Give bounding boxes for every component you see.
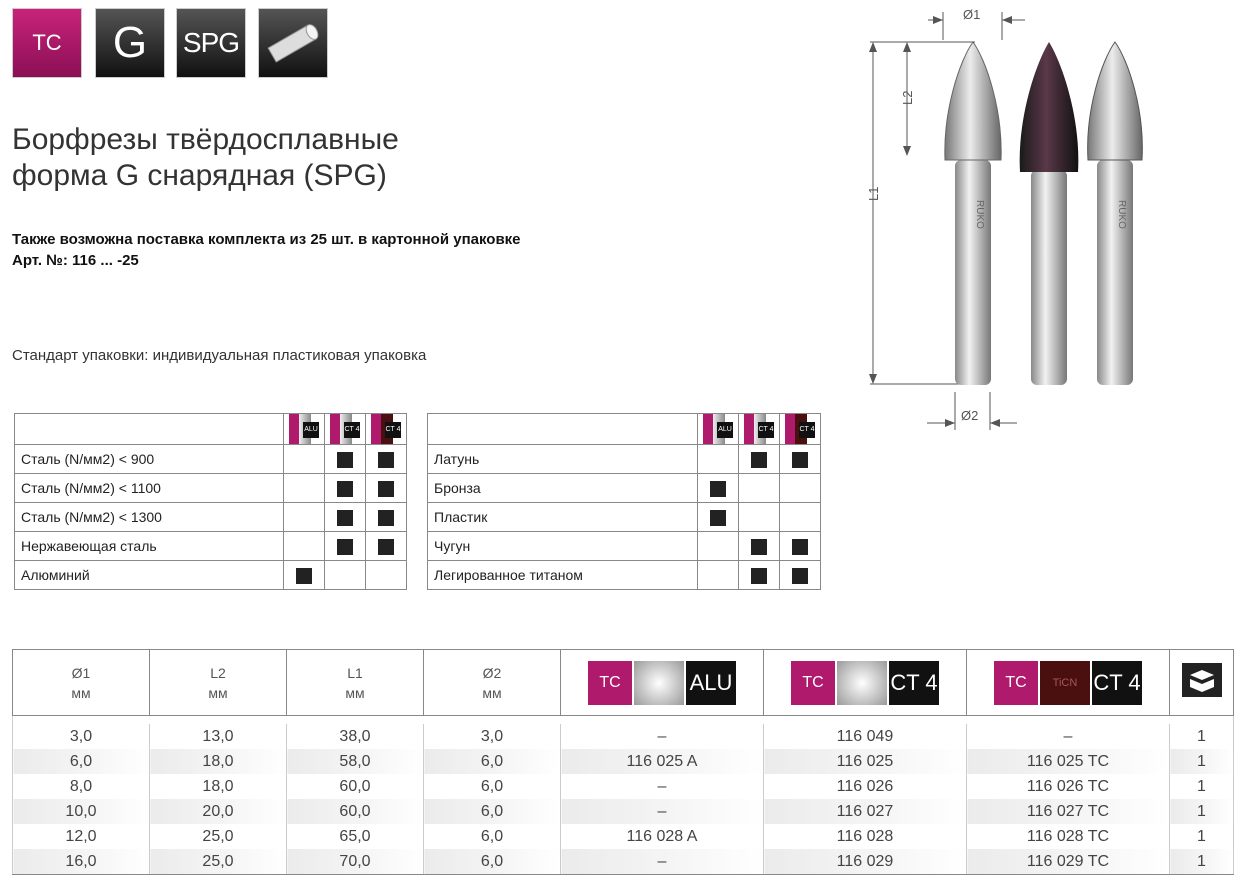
table-cell: 116 026	[764, 774, 967, 799]
material-name: Чугун	[428, 532, 698, 561]
table-cell: 116 029 TC	[967, 849, 1170, 875]
table-row	[13, 824, 1234, 849]
alu-coating-icon: ALU	[703, 414, 733, 444]
shape-g-badge: G	[95, 8, 165, 78]
ticn-coating-icon: CT 4	[371, 414, 401, 444]
table-cell: 1	[1170, 724, 1234, 749]
material-row	[15, 474, 407, 503]
table-cell: 116 028 A	[561, 824, 764, 849]
material-name: Бронза	[428, 474, 698, 503]
title-line-1: Борфрезы твёрдосплавные	[12, 123, 399, 156]
materials-header	[15, 414, 407, 445]
material-name: Пластик	[428, 503, 698, 532]
table-cell: 1	[1170, 799, 1234, 824]
material-row	[428, 474, 821, 503]
suitable-mark	[751, 452, 767, 468]
material-name: Сталь (N/мм2) < 1300	[15, 503, 284, 532]
table-cell: 25,0	[150, 849, 287, 875]
table-cell: 18,0	[150, 774, 287, 799]
set-note-line-1: Также возможна поставка комплекта из 25 шт. в картонной упаковке	[12, 231, 521, 248]
l1-label: L1	[866, 186, 881, 201]
material-row	[428, 503, 821, 532]
table-cell: 65,0	[287, 824, 424, 849]
table-cell: –	[561, 774, 764, 799]
svg-text:RUKO: RUKO	[974, 200, 985, 229]
material-name: Легированное титаном	[428, 561, 698, 590]
table-cell: 6,0	[424, 824, 561, 849]
col-l1: L1 мм	[287, 650, 424, 716]
materials-header	[428, 414, 821, 445]
ticn-coating-icon: CT 4	[785, 414, 815, 444]
materials-table-left	[14, 413, 407, 590]
d2-label: Ø2	[961, 408, 979, 423]
table-cell: 12,0	[13, 824, 150, 849]
col-alu: TC ALU	[561, 650, 764, 716]
burr-uncoated	[945, 42, 1001, 385]
table-cell: 1	[1170, 749, 1234, 774]
material-name: Нержавеющая сталь	[15, 532, 284, 561]
suitable-mark	[296, 568, 312, 584]
table-cell: –	[967, 724, 1170, 749]
table-cell: 13,0	[150, 724, 287, 749]
col-l2: L2 мм	[150, 650, 287, 716]
suitable-mark	[378, 510, 394, 526]
suitable-mark	[792, 568, 808, 584]
table-cell: 6,0	[13, 749, 150, 774]
page-title	[12, 122, 399, 194]
col-ticn-ct4: TC TiCN CT 4	[967, 650, 1170, 716]
material-row	[15, 532, 407, 561]
table-cell: 6,0	[424, 799, 561, 824]
table-cell: 116 027 TC	[967, 799, 1170, 824]
material-row	[15, 503, 407, 532]
table-cell: 60,0	[287, 799, 424, 824]
burr-ticn	[1020, 42, 1079, 385]
material-name: Сталь (N/мм2) < 1100	[15, 474, 284, 503]
table-cell: 116 049	[764, 724, 967, 749]
table-cell: 116 028	[764, 824, 967, 849]
table-cell: 116 025 A	[561, 749, 764, 774]
set-note	[12, 229, 521, 271]
table-cell: –	[561, 849, 764, 875]
table-cell: 3,0	[13, 724, 150, 749]
material-row	[15, 561, 407, 590]
table-cell: 60,0	[287, 774, 424, 799]
table-row	[13, 774, 1234, 799]
product-table	[12, 649, 1234, 875]
material-row	[15, 445, 407, 474]
suitable-mark	[337, 481, 353, 497]
table-cell: 10,0	[13, 799, 150, 824]
material-row	[428, 445, 821, 474]
title-line-2: форма G снарядная (SPG)	[12, 159, 387, 192]
svg-text:RUKO: RUKO	[1116, 200, 1127, 229]
table-cell: 70,0	[287, 849, 424, 875]
cylinder-icon	[258, 8, 328, 78]
table-cell: 8,0	[13, 774, 150, 799]
table-cell: 116 027	[764, 799, 967, 824]
col-pack	[1170, 650, 1234, 716]
suitable-mark	[337, 510, 353, 526]
table-cell: 25,0	[150, 824, 287, 849]
suitable-mark	[792, 452, 808, 468]
table-row	[13, 724, 1234, 749]
suitable-mark	[378, 452, 394, 468]
suitable-mark	[378, 539, 394, 555]
spg-badge: SPG	[176, 8, 246, 78]
material-name: Латунь	[428, 445, 698, 474]
table-row	[13, 849, 1234, 875]
table-cell: 6,0	[424, 749, 561, 774]
suitable-mark	[751, 539, 767, 555]
materials-table-right	[427, 413, 821, 590]
table-cell: 1	[1170, 824, 1234, 849]
table-cell: 116 025	[764, 749, 967, 774]
ct4-coating-icon: CT 4	[744, 414, 774, 444]
ct4-coating-icon: CT 4	[330, 414, 360, 444]
suitable-mark	[751, 568, 767, 584]
set-note-line-2: Арт. №: 116 ... -25	[12, 252, 139, 269]
table-cell: 116 029	[764, 849, 967, 875]
product-table-header	[13, 650, 1234, 716]
l2-label: L2	[900, 90, 915, 105]
suitable-mark	[710, 510, 726, 526]
package-box-icon	[1182, 663, 1222, 697]
table-cell: 58,0	[287, 749, 424, 774]
col-d1: Ø1 мм	[13, 650, 150, 716]
table-cell: 20,0	[150, 799, 287, 824]
table-cell: 1	[1170, 849, 1234, 875]
burr-dimension-drawing	[845, 0, 1175, 440]
table-row	[13, 749, 1234, 774]
material-row	[428, 561, 821, 590]
table-cell: 3,0	[424, 724, 561, 749]
table-cell: 16,0	[13, 849, 150, 875]
suitable-mark	[792, 539, 808, 555]
table-cell: 116 025 TC	[967, 749, 1170, 774]
col-d2: Ø2 мм	[424, 650, 561, 716]
table-cell: 6,0	[424, 849, 561, 875]
suitable-mark	[337, 452, 353, 468]
table-cell: 1	[1170, 774, 1234, 799]
table-cell: 18,0	[150, 749, 287, 774]
table-cell: 38,0	[287, 724, 424, 749]
table-cell: –	[561, 799, 764, 824]
suitable-mark	[378, 481, 394, 497]
tc-badge: TC	[12, 8, 82, 78]
table-cell: –	[561, 724, 764, 749]
col-ct4: TC CT 4	[764, 650, 967, 716]
packaging-note: Стандарт упаковки: индивидуальная пластиковая упаковка	[12, 347, 427, 364]
table-cell: 116 026 TC	[967, 774, 1170, 799]
table-cell: 116 028 TC	[967, 824, 1170, 849]
material-row	[428, 532, 821, 561]
suitable-mark	[710, 481, 726, 497]
alu-coating-icon: ALU	[289, 414, 319, 444]
table-row	[13, 799, 1234, 824]
suitable-mark	[337, 539, 353, 555]
table-cell: 6,0	[424, 774, 561, 799]
material-name: Алюминий	[15, 561, 284, 590]
d1-label: Ø1	[963, 7, 981, 22]
material-name: Сталь (N/мм2) < 900	[15, 445, 284, 474]
burr-alu	[1088, 42, 1143, 385]
